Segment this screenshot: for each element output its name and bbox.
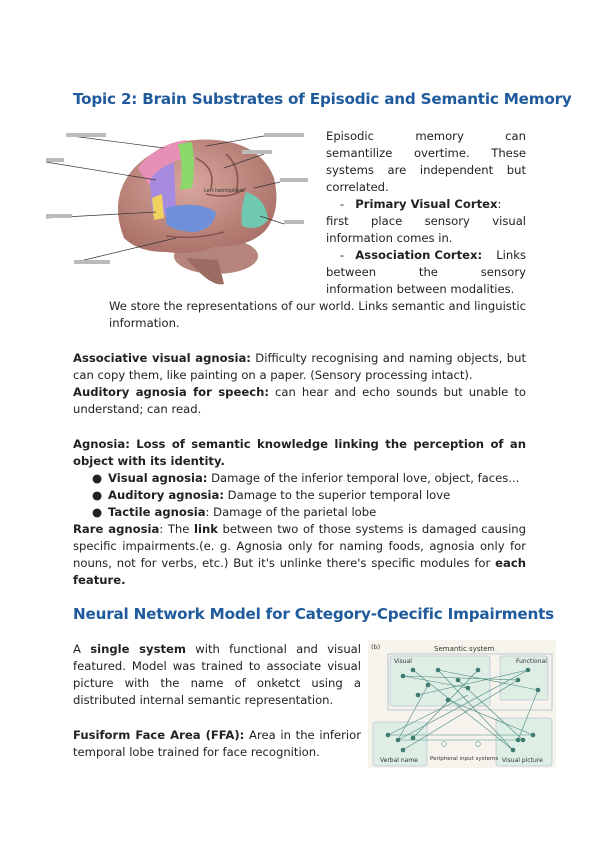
episodic-line-4: correlated. [326, 180, 389, 194]
episodic-line-2: semantilize overtime. These [326, 146, 526, 160]
pvc-line-3: information comes in. [326, 231, 453, 245]
auditory-agnosia-speech-label: Auditory agnosia for speech: [73, 385, 269, 399]
association-cortex-line: - Association Cortex: Links [340, 248, 526, 262]
pvc-line-2: first place sensory visual [326, 214, 527, 228]
network-verbal-label: Verbal name [380, 757, 418, 764]
auditory-agnosia-speech-paragraph: Auditory agnosia for speech: can hear and echo sounds but unable to understand; can read. [73, 385, 526, 417]
primary-visual-cortex-line: - Primary Visual Cortex: [340, 197, 502, 211]
brain-figure [46, 128, 324, 288]
store-representations-paragraph: We store the representations of our world. Links semantic and linguistic information. [109, 299, 526, 331]
network-picture-label: Visual picture [502, 757, 543, 764]
associative-visual-agnosia-paragraph: Associative visual agnosia: Difficulty recognising and naming objects, but can copy them, like painting on a paper. (Sensory processing intact). [73, 351, 526, 383]
ac-line-3: information between modalities. [326, 282, 515, 296]
ac-line-2: between the sensory [326, 265, 526, 279]
single-system-paragraph: A single system with functional and visual featured. Model was trained to associate visual picture with the name of onketct using a distributed internal semantic representation. [73, 642, 361, 708]
ffa-paragraph: Fusiform Face Area (FFA): Area in the inferior temporal lobe trained for face recognition. [73, 728, 361, 760]
brain-diagram-image [46, 128, 324, 288]
association-cortex-label: Association Cortex: [355, 248, 483, 262]
primary-visual-cortex-label: Primary Visual Cortex [355, 197, 498, 211]
network-peripheral-label: Peripheral input systems [430, 756, 499, 762]
rare-agnosia-paragraph: Rare agnosia: The link between two of those systems is damaged causing specific impairments.(e. g. Agnosia only for naming foods, agnosia only for nouns, not for verbs, etc.) But it's unlinke there's specific modules for each feature. [73, 522, 526, 588]
section-title-neural-network: Neural Network Model for Category-Cpecific Impairments [73, 605, 555, 623]
episodic-line-3: systems are independent but [326, 163, 527, 177]
semantic-network-figure [368, 640, 556, 768]
brain-center-label: Left hemisphere [204, 188, 245, 194]
bullet-auditory-agnosia: ● Auditory agnosia: Damage to the superior temporal love [92, 488, 451, 502]
rare-agnosia-label: Rare agnosia [73, 522, 160, 536]
ffa-label: Fusiform Face Area (FFA): [73, 728, 245, 742]
bullet-tactile-agnosia: ● Tactile agnosia: Damage of the parietal lobe [92, 505, 377, 519]
network-visual-label: Visual [394, 658, 412, 665]
section-title-brain-substrates: Topic 2: Brain Substrates of Episodic and Semantic Memory [73, 90, 572, 108]
network-title: Semantic system [434, 645, 495, 653]
network-functional-label: Functional [516, 658, 547, 665]
network-panel-label: (b) [371, 643, 381, 651]
semantic-network-diagram [368, 640, 556, 768]
episodic-line-1: Episodic memory can [326, 129, 526, 143]
associative-visual-agnosia-label: Associative visual agnosia: [73, 351, 251, 365]
agnosia-definition: Agnosia: Loss of semantic knowledge linking the perception of an object with its identity. [73, 437, 526, 469]
bullet-visual-agnosia: ● Visual agnosia: Damage of the inferior temporal love, object, faces... [92, 471, 520, 485]
